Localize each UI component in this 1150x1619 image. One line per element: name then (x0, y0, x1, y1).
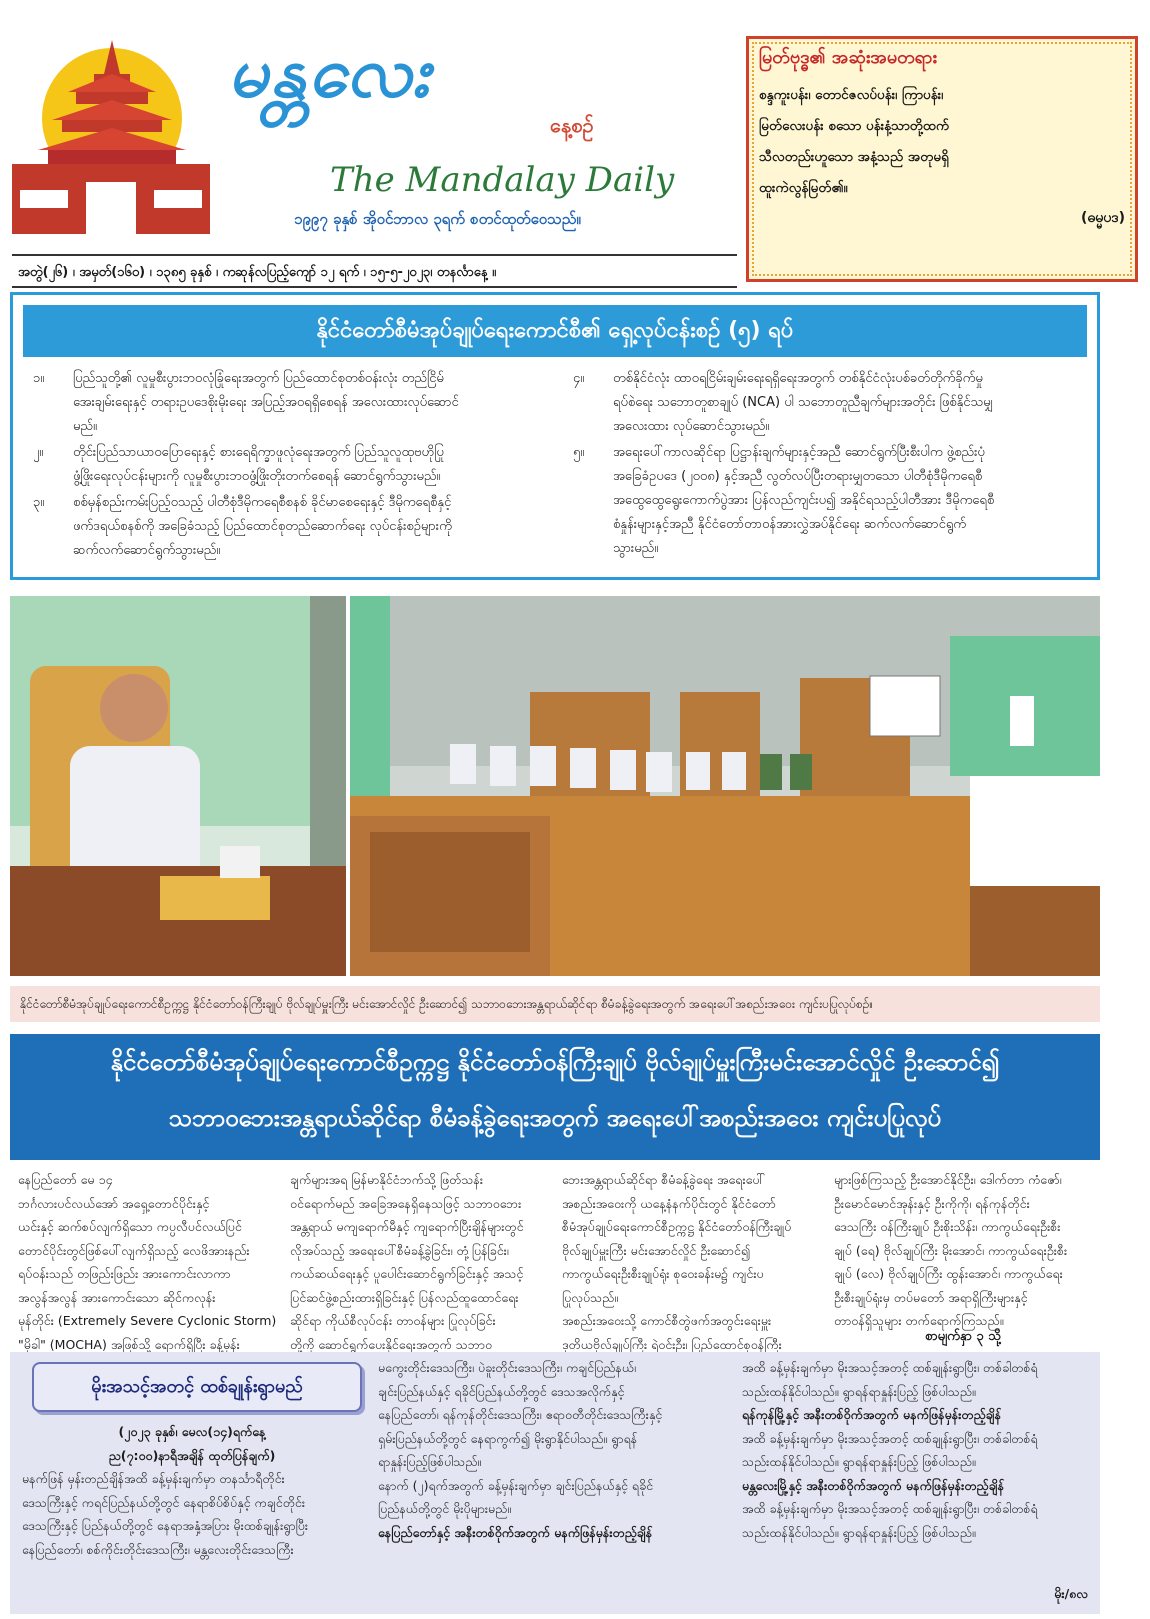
weather-line: နေပြည်တော်၊ စစ်ကိုင်းတိုင်းဒေသကြီး၊ မန္တလေးတိုင်းဒေသကြီး (22, 1541, 294, 1557)
masthead-edition: နေ့စဉ် (550, 113, 594, 137)
article-column (562, 1168, 820, 1356)
weather-line: ဒေသကြီးနှင့် ပြည်နယ်တို့တွင် နေရာအနှံ့အပြား မိုးထစ်ချုန်းရွာပြီး (22, 1518, 309, 1533)
objective-item (573, 441, 1083, 561)
weather-column (742, 1356, 1092, 1544)
objective-item (573, 367, 1083, 439)
article-line: နေပြည်တော် မေ ၁၄ (18, 1172, 113, 1187)
quote-title: မြတ်ဗုဒ္ဓ၏ အဆုံးအမတရား (759, 47, 937, 68)
quote-source: (ဓမ္မပဒ) (1081, 210, 1125, 226)
article-line: အလွန်အလွန် အားကောင်းသော ဆိုင်ကလုန်း (18, 1289, 216, 1305)
objective-number: ၅။ (573, 445, 585, 460)
photo-caption: နိုင်ငံတော်စီမံအုပ်ချုပ်ရေးကောင်စီဥက္ကဋ္ဌ နိုင်ငံတော်ဝန်ကြီးချုပ် ဗိုလ်ချုပ်မှူးကြီး မင်းအောင်လှိုင် ဦးဆောင်၍ သဘာဝဘေးအန္တရာယ်ဆိုင်ရာ စီမံခန့်ခွဲရေးအတွက် အရေးပေါ်အစည်းအဝေး ကျင်းပပြုလုပ်စဉ်။ (10, 986, 1100, 1022)
article-line: မုန်တိုင်း (Extremely Severe Cyclonic Storm) (18, 1313, 276, 1328)
objective-number: ၃။ (33, 495, 45, 510)
weather-line: ရှမ်းပြည်နယ်တို့တွင် နေရာကွက်၍ မိုးရွာနိုင်ပါသည်။ ရွာရန် (378, 1430, 638, 1446)
article-line: အန္တရာယ် မကျရောက်မီနှင့် ကျရောက်ပြီးချိန်များတွင် (290, 1219, 524, 1234)
newspaper-logo (12, 34, 210, 234)
objective-number: ၄။ (573, 371, 585, 386)
article-line: စီမံအုပ်ချုပ်ရေးကောင်စီဥက္ကဋ္ဌ နိုင်ငံတော်ဝန်ကြီးချုပ် (562, 1219, 792, 1234)
article-column (290, 1168, 548, 1356)
weather-line: သည်းထန်နိုင်ပါသည်။ ရွာရန်ရာနှုန်းပြည့် ဖြစ်ပါသည်။ (742, 1454, 976, 1469)
weather-line: နေပြည်တော်၊ ရန်ကုန်တိုင်းဒေသကြီး၊ ဧရာဝတီတိုင်းဒေသကြီးနှင့် (378, 1407, 663, 1422)
objective-line: အထွေထွေရွေးကောက်ပွဲအား ပြန်လည်ကျင်းပ၍ အနိုင်ရသည့်ပါတီအား ဒီမိုကရေစီ (613, 493, 995, 508)
weather-line: အထိ ခန့်မှန်းချက်မှာ မိုးအသင့်အတင့် ထစ်ချုန်းရွာပြီး၊ တစ်ခါတစ်ရံ (742, 1360, 1038, 1375)
objective-item (33, 441, 543, 489)
weather-box (10, 1352, 1100, 1614)
article-line: ချုပ် (ရေ) ဗိုလ်ချုပ်ကြီး မိုးအောင်၊ ကာကွယ်ရေးဦးစီး (834, 1242, 1068, 1258)
weather-line: နောက် (၂)ရက်အတွက် ခန့်မှန်းချက်မှာ ချင်းပြည်နယ်နှင့် ရခိုင် (378, 1477, 654, 1493)
objective-line: အရေးပေါ်ကာလဆိုင်ရာ ပြဋ္ဌာန်းချက်များနှင့်အညီ ဆောင်ရွက်ပြီးစီးပါက ဖွဲ့စည်းပုံ (613, 445, 985, 460)
objectives-box (10, 292, 1100, 580)
article-line: ချက်များအရ မြန်မာနိုင်ငံဘက်သို့ ဖြတ်သန်း (290, 1172, 484, 1187)
weather-line: ရန်ကုန်မြို့နှင့် အနီးတစ်ဝိုက်အတွက် မနက်ဖြန်မှန်းတည့်ချိန် (742, 1407, 1002, 1422)
article-line: ကာကွယ်ရေးဦးစီးချုပ်ရုံး စုဝေးခန်းမ၌ ကျင်းပ (562, 1266, 764, 1281)
objective-line: စစ်မှန်စည်းကမ်းပြည့်ဝသည့် ပါတီစုံဒီမိုကရေစီစနစ် ခိုင်မာစေရေးနှင့် ဒီမိုကရေစီနှင့် (73, 495, 452, 510)
objective-line: အလေးထား လုပ်ဆောင်သွားမည်။ (613, 419, 770, 434)
weather-line: သည်းထန်နိုင်ပါသည်။ ရွာရန်ရာနှုန်းပြည့် ဖြစ်ပါသည်။ (742, 1524, 976, 1540)
weather-column (22, 1420, 362, 1561)
objective-item (33, 491, 543, 563)
objective-line: ပြည်သူတို့၏ လူမှုစီးပွားဘဝလုံခြုံရေးအတွက် ပြည်ထောင်စုတစ်ဝန်းလုံး တည်ငြိမ် (73, 371, 444, 386)
objective-line: စံနှုန်းများနှင့်အညီ နိုင်ငံတော်တာဝန်အားလွှဲအပ်နိုင်ရေး ဆက်လက်ဆောင်ရွက် (613, 517, 967, 532)
article-line: ဗိုလ်ချုပ်မှူးကြီး မင်းအောင်လှိုင် ဦးဆောင်၍ (562, 1242, 751, 1258)
article-line: ဦးစီးချုပ်ရုံးမှ တပ်မတော် အရာရှိကြီးများနှင့် (834, 1289, 1028, 1305)
weather-line: သည်းထန်နိုင်ပါသည်။ ရွာရန်ရာနှုန်းပြည့် ဖြစ်ပါသည်။ (742, 1383, 976, 1399)
objective-line: ဖက်ဒရယ်စနစ်ကို အခြေခံသည့် ပြည်ထောင်စုတည်ဆောက်ရေး လုပ်ငန်းစဉ်များကို (73, 519, 452, 534)
weather-line: နေပြည်တော်နှင့် အနီးတစ်ဝိုက်အတွက် မနက်ဖြန်မှန်းတည့်ချိန် (378, 1524, 653, 1540)
objective-number: ၂။ (33, 445, 44, 460)
article-line: များဖြစ်ကြသည့် ဦးအောင်နိုင်ဦး၊ ဒေါက်တာ ကံဇော်၊ (834, 1172, 1062, 1187)
weather-page-ref: မိုး/၈လ (1054, 1586, 1088, 1601)
masthead-english-title: The Mandalay Daily (330, 160, 675, 200)
photo-meeting-room (350, 596, 1100, 976)
objective-line: သွားမည်။ (613, 541, 659, 556)
lead-headline (10, 1034, 1100, 1160)
article-line: ယင်းနှင့် ဆက်စပ်လျက်ရှိသော ကပ္ပလီပင်လယ်ပြင် (18, 1219, 242, 1234)
article-line: ဒုတိယဗိုလ်ချုပ်ကြီး ရဲဝင်းဦး၊ ပြည်ထောင်စုဝန်ကြီး (562, 1336, 782, 1352)
article-column (18, 1168, 276, 1356)
weather-line: ည(၇:၀၀)နာရီအချိန် ထုတ်ပြန်ချက်) (108, 1447, 276, 1463)
article-line: ဦးမောင်မောင်အုန်းနှင့် ဦးကိုကို၊ ရန်ကုန်တိုင်း (834, 1195, 1030, 1211)
weather-line: မနက်ဖြန် မှန်းတည်ချိန်အထိ ခန့်မှန်းချက်မှာ တနင်္သာရီတိုင်း (22, 1471, 285, 1486)
article-line: အစည်းအဝေးသို့ ကောင်စီတွဲဖက်အတွင်းရေးမှူး (562, 1313, 772, 1328)
objective-line: အေးချမ်းရေးနှင့် တရားဥပဒေစိုးမိုးရေး အပြည့်အဝရရှိစေရန် အလေးထားလုပ်ဆောင် (73, 395, 459, 410)
objective-line: တစ်နိုင်ငံလုံး ထာဝရငြိမ်းချမ်းရေးရရှိရေးအတွက် တစ်နိုင်ငံလုံးပစ်ခတ်တိုက်ခိုက်မှု (613, 371, 983, 386)
objective-line: ဆက်လက်ဆောင်ရွက်သွားမည်။ (73, 543, 221, 558)
article-line: တို့ကို ဆောင်ရွက်ပေးနိုင်ရေးအတွက် သဘာဝ (290, 1336, 492, 1352)
weather-title: မိုးအသင့်အတင့် ထစ်ချုန်းရွာမည် (32, 1362, 362, 1412)
article-line: ဘင်္ဂလားပင်လယ်အော် အရှေ့တောင်ပိုင်းနှင့် (18, 1195, 210, 1211)
weather-column (378, 1356, 730, 1544)
article-line: ရပ်ဝန်းသည် တဖြည်းဖြည်း အားကောင်းလာကာ (18, 1266, 231, 1281)
quote-line: စန္ဒကူးပန်း၊ တောင်ဇလပ်ပန်း၊ ကြာပန်း၊ (759, 87, 944, 103)
article-line: တောင်ပိုင်းတွင်ဖြစ်ပေါ်လျက်ရှိသည့် လေဖိအားနည်း (18, 1242, 250, 1258)
weather-line: ချင်းပြည်နယ်နှင့် ရခိုင်ပြည်နယ်တို့တွင် ဒေသအလိုက်နှင့် (378, 1383, 625, 1399)
weather-line: မန္တလေးမြို့နှင့် အနီးတစ်ဝိုက်အတွက် မနက်ဖြန်မှန်းတည့်ချိန် (742, 1477, 1005, 1493)
article-line: ပြင်ဆင်ဖွဲ့စည်းထားရှိခြင်းနှင့် ပြန်လည်ထူထောင်ရေး (290, 1289, 519, 1305)
continued-link[interactable]: စာမျက်နှာ ၃ သို့ (925, 1329, 1001, 1344)
objective-number: ၁။ (33, 371, 45, 386)
weather-line: (၂၀၂၃ ခုနှစ်၊ မေလ(၁၄)ရက်နေ့ (118, 1424, 266, 1439)
article-column (834, 1168, 1092, 1333)
article-line: ဘေးအန္တရာယ်ဆိုင်ရာ စီမံခန့်ခွဲရေး အရေးပေါ် (562, 1172, 766, 1187)
quote-line: မြတ်လေးပန်း စသော ပန်းနံ့သာတို့ထက် (759, 118, 950, 134)
objective-item (33, 367, 543, 439)
photo-leader-desk (10, 596, 346, 976)
objective-line: ရပ်စဲရေး သဘောတူစာချုပ် (NCA) ပါ သဘောတူညီချက်များအတိုင်း ဖြစ်နိုင်သမျှ (613, 395, 994, 410)
article-line: ဒေသကြီး ဝန်ကြီးချုပ် ဦးစိုးသိန်း၊ ကာကွယ်ရေးဦးစီး (834, 1219, 1061, 1234)
weather-line: ရာနှုန်းပြည့်ဖြစ်ပါသည်။ (378, 1454, 482, 1469)
objectives-heading: နိုင်ငံတော်စီမံအုပ်ချုပ်ရေးကောင်စီ၏ ရှေ့လုပ်ငန်းစဉ် (၅) ရပ် (23, 305, 1087, 357)
objective-line: မည်။ (73, 419, 97, 434)
quote-line: သီလတည်းဟူသော အနံ့သည် အတုမရှိ (759, 149, 949, 165)
headline-line: သဘာဝဘေးအန္တရာယ်ဆိုင်ရာ စီမံခန့်ခွဲရေးအတွက် အရေးပေါ်အစည်းအဝေး ကျင်းပပြုလုပ် (168, 1104, 942, 1132)
weather-line: မကွေးတိုင်းဒေသကြီး၊ ပဲခူးတိုင်းဒေသကြီး၊ ကချင်ပြည်နယ်၊ (378, 1360, 637, 1375)
weather-line: အထိ ခန့်မှန်းချက်မှာ မိုးအသင့်အတင့် ထစ်ချုန်းရွာပြီး၊ တစ်ခါတစ်ရံ (742, 1501, 1038, 1516)
objective-line: အခြေခံဥပဒေ (၂၀၀၈) နှင့်အညီ လွတ်လပ်ပြီးတရားမျှတသော ပါတီစုံဒီမိုကရေစီ (613, 469, 983, 484)
objective-line: ဖွံ့ဖြိုးရေးလုပ်ငန်းများကို လူမှုစီးပွားဘဝဖွံ့ဖြိုးတိုးတက်စေရန် ဆောင်ရွက်သွားမည်။ (73, 469, 441, 484)
founded-line: ၁၉၉၇ ခုနှစ် အိုဝင်ဘာလ ၃ရက် စတင်ထုတ်ဝေသည်။ (294, 210, 581, 228)
article-line: ကယ်ဆယ်ရေးနှင့် ပူပေါင်းဆောင်ရွက်ခြင်းနှင့် အသင့် (290, 1266, 524, 1281)
article-line: ဝင်ရောက်မည် အခြေအနေရှိနေသဖြင့် သဘာဝဘေး (290, 1195, 522, 1211)
article-line: အစည်းအဝေးကို ယနေ့နံနက်ပိုင်းတွင် နိုင်ငံတော် (562, 1195, 776, 1211)
weather-line: ဒေသကြီးနှင့် ကရင်ပြည်နယ်တို့တွင် နေရာစိပ်စိပ်နှင့် ကချင်တိုင်း (22, 1494, 305, 1510)
masthead-title: မန္တလေး (228, 31, 432, 113)
article-line: တာဝန်ရှိသူများ တက်ရောက်ကြသည်။ (834, 1313, 1004, 1328)
article-line: ဆိုင်ရာ ကိုယ်စီလုပ်ငန်း တာဝန်များ ပြုလုပ်ခြင်း (290, 1313, 496, 1328)
article-line: ချုပ် (လေ) ဗိုလ်ချုပ်ကြီး ထွန်းအောင်၊ ကာကွယ်ရေး (834, 1266, 1063, 1281)
headline-line: နိုင်ငံတော်စီမံအုပ်ချုပ်ရေးကောင်စီဥက္ကဋ္ဌ နိုင်ငံတော်ဝန်ကြီးချုပ် ဗိုလ်ချုပ်မှူးကြီးမင်းအောင်လှိုင် ဦးဆောင်၍ (110, 1048, 1000, 1076)
article-line: လိုအပ်သည့် အရေးပေါ်စီမံခန့်ခွဲခြင်း၊ တုံ့ပြန်ခြင်း၊ (290, 1242, 509, 1258)
weather-line: ပြည်နယ်တို့တွင် မိုးပိုများမည်။ (378, 1501, 512, 1516)
buddha-quote-box (746, 36, 1138, 282)
weather-line: အထိ ခန့်မှန်းချက်မှာ မိုးအသင့်အတင့် ထစ်ချုန်းရွာပြီး၊ တစ်ခါတစ်ရံ (742, 1430, 1038, 1446)
issue-line: အတွဲ(၂၆) ၊ အမှတ်(၁၆၀) ၊ ၁၃၈၅ ခုနှစ် ၊ ကဆုန်လပြည့်ကျော် ၁၂ ရက် ၊ ၁၅-၅-၂၀၂၃၊ တနင်္လာနေ့ ။ (12, 254, 737, 288)
article-line: "မိုခါ" (MOCHA) အဖြစ်သို့ ရောက်ရှိပြီး ခန့်မှန်း (18, 1336, 240, 1352)
article-line: ပြုလုပ်သည်။ (562, 1289, 619, 1305)
objective-line: တိုင်းပြည်သာယာဝပြောရေးနှင့် စားရေရိက္ခာဖူလုံရေးအတွက် ပြည်သူလူထုဗဟိုပြု (73, 445, 444, 460)
quote-line: ထူးကဲလွန်မြတ်၏။ (759, 180, 848, 196)
